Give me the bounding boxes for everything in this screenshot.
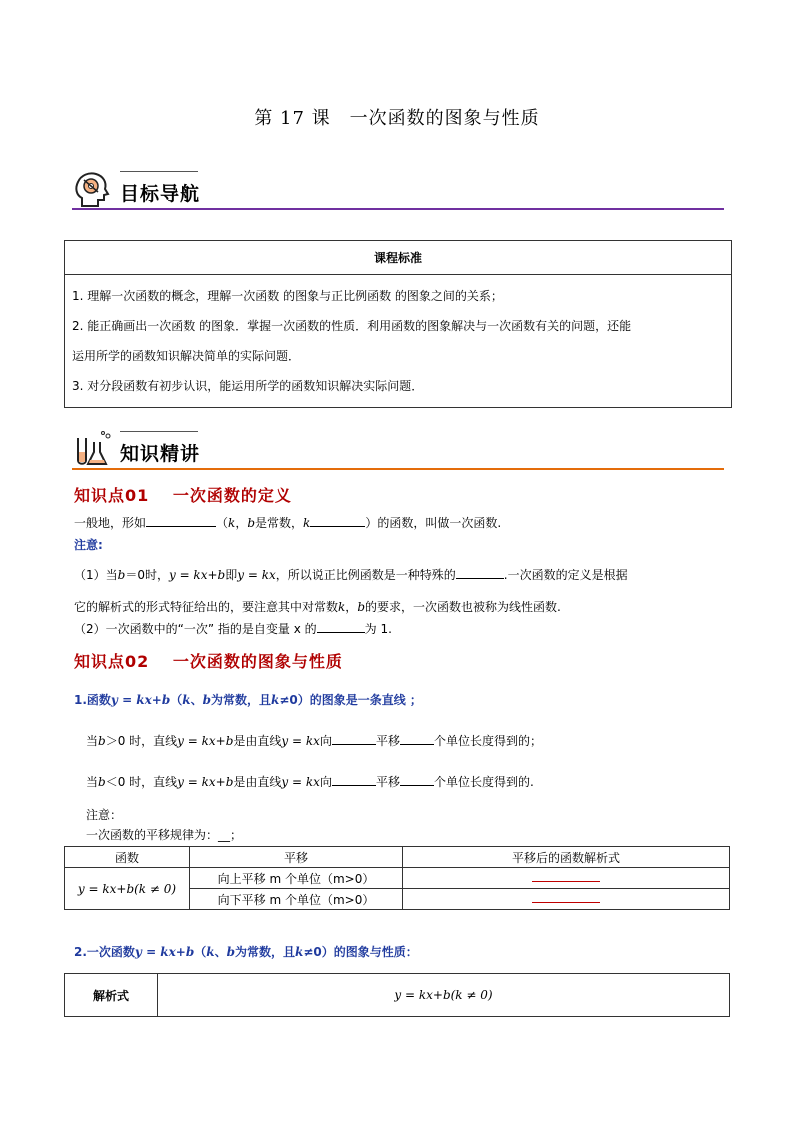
kp2-heading2 xyxy=(74,943,418,961)
var-k: k xyxy=(338,600,346,614)
text: （ xyxy=(216,516,229,530)
formula: y = kx xyxy=(237,568,276,582)
standards-header: 课程标准 xyxy=(65,241,731,275)
text: ，所以说正比例函数是一种特殊的 xyxy=(275,568,456,582)
kp1-note2 xyxy=(74,620,392,638)
var-b: b xyxy=(247,516,256,530)
flask-icon xyxy=(72,430,114,470)
page-title: 第 17 课 一次函数的图象与性质 xyxy=(254,108,540,129)
kp2-shift-positive xyxy=(86,732,542,750)
text: ＞0 时，直线 xyxy=(105,734,178,748)
var-b: b xyxy=(98,734,106,748)
section-header-knowledge xyxy=(72,430,724,470)
col-header: 平移 xyxy=(190,847,403,868)
var-b: b xyxy=(98,775,106,789)
text: 平移 xyxy=(375,775,400,789)
formula: y = kx xyxy=(281,775,320,789)
text: 是由直线 xyxy=(233,775,282,789)
answer-cell[interactable] xyxy=(403,868,730,889)
var-b: b xyxy=(202,693,211,707)
fill-blank[interactable] xyxy=(332,773,376,786)
shift-down-cell: 向下平移 m 个单位（m>0） xyxy=(190,889,403,910)
col-header: 函数 xyxy=(65,847,190,868)
formula-cell: y = kx+b(k ≠ 0) xyxy=(158,974,730,1017)
text: 的要求，一次函数也被称为线性函数. xyxy=(365,600,561,614)
kp2-heading1 xyxy=(74,691,422,709)
fill-blank[interactable] xyxy=(332,732,376,745)
text: ， xyxy=(345,600,358,614)
label-cell: 解析式 xyxy=(65,974,158,1017)
text: .一次函数的定义是根据 xyxy=(503,568,628,582)
properties-table xyxy=(64,973,730,1017)
note-label: 注意: xyxy=(74,538,103,552)
text: 它的解析式的形式特征给出的，要注意其中对常数 xyxy=(74,600,339,614)
formula: y = kx+b xyxy=(110,693,171,707)
fill-blank[interactable] xyxy=(310,514,365,527)
standard-item-1: 1. 理解一次函数的概念，理解一次函数 的图象与正比例函数 的图象之间的关系； xyxy=(72,289,503,303)
text: ＜0 时，直线 xyxy=(105,775,178,789)
fill-blank[interactable] xyxy=(317,620,365,633)
text: 一般地，形如 xyxy=(74,516,147,530)
text: 1.函数 xyxy=(74,693,111,707)
text: 为 1. xyxy=(364,622,392,636)
kp1-definition xyxy=(74,514,501,532)
text: ）的函数，叫做一次函数. xyxy=(365,516,502,530)
formula: y = kx xyxy=(281,734,320,748)
var-b: b xyxy=(357,600,365,614)
text: （ xyxy=(170,693,183,707)
var-k: k xyxy=(270,693,280,707)
text: 个单位长度得到的； xyxy=(433,734,542,748)
kp1-note1 xyxy=(74,566,628,584)
section-header-goals xyxy=(72,170,724,210)
section-label: 目标导航 xyxy=(120,183,201,205)
text: 2.一次函数 xyxy=(74,945,135,959)
var-k: k xyxy=(228,516,236,530)
translation-table xyxy=(64,846,730,910)
standard-item-2b: 运用所学的函数知识解决简单的实际问题． xyxy=(72,349,301,363)
text: （1）当 xyxy=(74,568,118,582)
var-k: k xyxy=(294,945,304,959)
text: ， xyxy=(235,516,248,530)
text: 当 xyxy=(86,734,99,748)
var-k: k xyxy=(206,945,215,959)
text: 是由直线 xyxy=(233,734,282,748)
text: 当 xyxy=(86,775,99,789)
kp2-note: 注意： xyxy=(86,808,123,822)
standard-item-2a: 2. 能正确画出一次函数 的图象．掌握一次函数的性质．利用函数的图象解决与一次函数有关的问题，还能 xyxy=(72,319,632,333)
answer-blank[interactable] xyxy=(532,892,600,903)
var-k: k xyxy=(303,516,311,530)
text: 向 xyxy=(319,775,332,789)
fill-blank[interactable] xyxy=(456,566,504,579)
text: 是常数， xyxy=(255,516,304,530)
text: 为常数，且 xyxy=(234,945,295,959)
kp2-title: 知识点02 一次函数的图象与性质 xyxy=(74,652,343,671)
text: ≠0）的图象与性质： xyxy=(303,945,418,959)
text: 向 xyxy=(319,734,332,748)
fill-blank[interactable] xyxy=(400,773,434,786)
formula: y = kx+b xyxy=(177,734,234,748)
shift-up-cell: 向上平移 m 个单位（m>0） xyxy=(190,868,403,889)
kp2-rule: 一次函数的平移规律为：__； xyxy=(86,828,243,842)
answer-cell[interactable] xyxy=(403,889,730,910)
head-gear-icon xyxy=(72,170,114,210)
answer-blank[interactable] xyxy=(532,871,600,882)
section-label: 知识精讲 xyxy=(120,443,201,465)
text: （2）一次函数中的“一次” 指的是自变量 x 的 xyxy=(74,622,317,636)
fill-blank[interactable] xyxy=(146,514,216,527)
text: ＝0时， xyxy=(125,568,169,582)
kp2-shift-negative xyxy=(86,773,534,791)
text: 个单位长度得到的. xyxy=(433,775,534,789)
function-cell: y = kx+b(k ≠ 0) xyxy=(65,868,190,910)
text: 平移 xyxy=(375,734,400,748)
course-standards-box xyxy=(64,240,732,408)
text: 即 xyxy=(225,568,238,582)
text: 、 xyxy=(190,693,203,707)
kp1-note1-cont xyxy=(74,598,561,616)
formula: y = kx+b xyxy=(177,775,234,789)
fill-blank[interactable] xyxy=(400,732,434,745)
formula: y = kx+b xyxy=(134,945,195,959)
text: 为常数，且 xyxy=(210,693,271,707)
standard-item-3: 3. 对分段函数有初步认识，能运用所学的函数知识解决实际问题． xyxy=(72,379,424,393)
text: （ xyxy=(194,945,207,959)
text: 、 xyxy=(214,945,227,959)
var-b: b xyxy=(117,568,126,582)
text: ≠0）的图象是一条直线 ； xyxy=(279,693,422,707)
formula: y = kx+b xyxy=(168,568,226,582)
var-b: b xyxy=(226,945,235,959)
var-k: k xyxy=(182,693,191,707)
kp1-title: 知识点01 一次函数的定义 xyxy=(74,486,292,505)
col-header: 平移后的函数解析式 xyxy=(403,847,730,868)
